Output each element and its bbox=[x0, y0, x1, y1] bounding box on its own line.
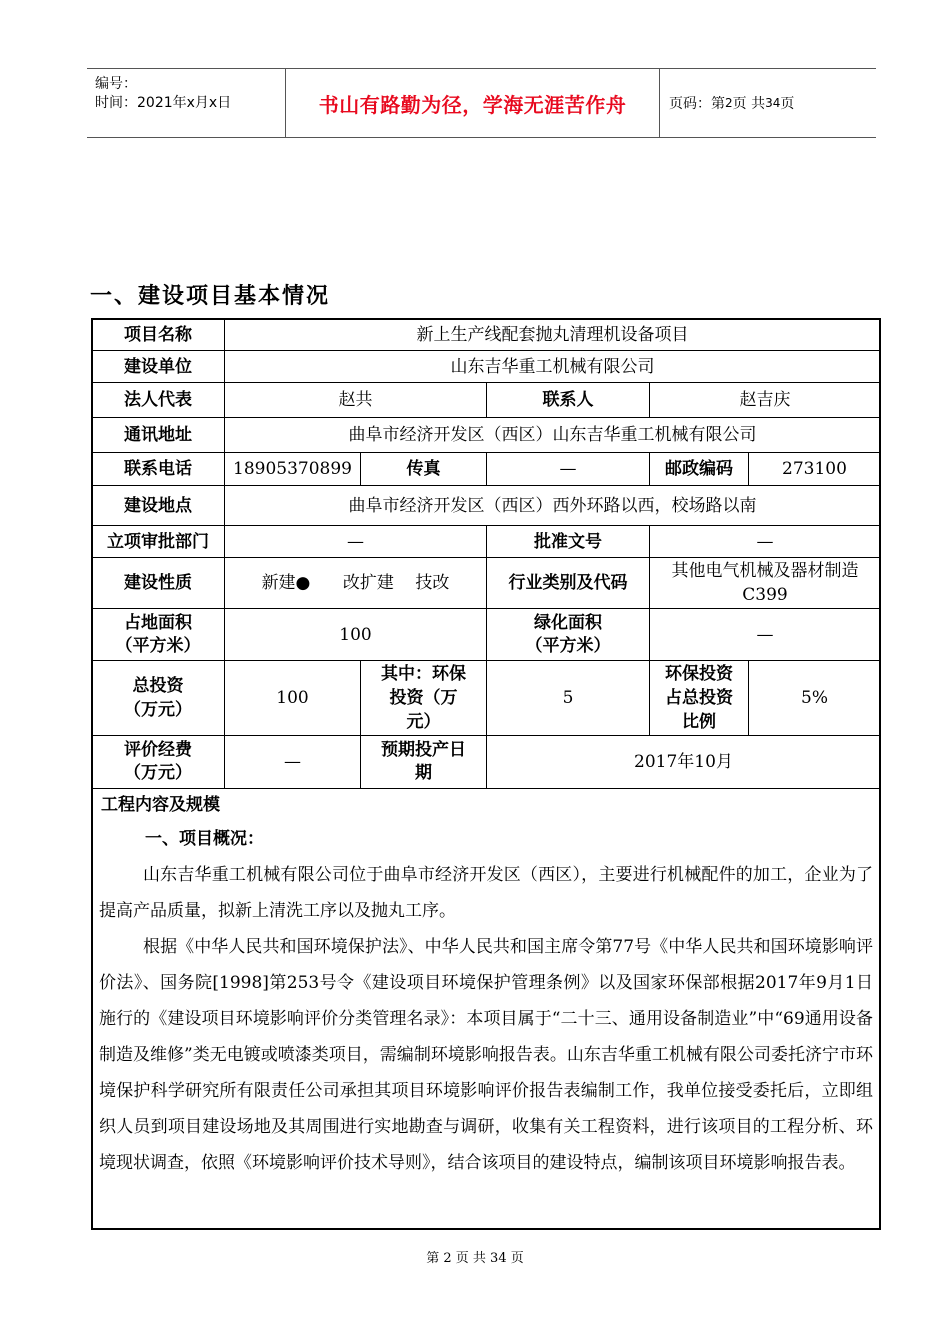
address-value: 曲阜市经济开发区（西区）山东吉华重工机械有限公司 bbox=[224, 417, 881, 453]
fee-value: — bbox=[224, 735, 361, 789]
ratio-label-line2: 占总投资 bbox=[665, 688, 733, 708]
invest-value: 100 bbox=[224, 660, 361, 736]
header-page-info bbox=[669, 69, 794, 137]
header-motto: 书山有路勤为径，学海无涯苦作舟 bbox=[285, 69, 660, 137]
document-time: 时间：2021年x月x日 bbox=[95, 95, 232, 111]
fee-label-line2: （万元） bbox=[124, 763, 192, 783]
contact-value: 赵吉庆 bbox=[649, 382, 881, 418]
project-name-value: 新上生产线配套抛丸清理机设备项目 bbox=[224, 318, 881, 351]
page-mid: 页 共 bbox=[732, 96, 766, 112]
project-content bbox=[91, 788, 881, 1230]
legal-rep-value: 赵共 bbox=[224, 382, 487, 418]
project-name-label: 项目名称 bbox=[91, 318, 225, 351]
ratio-value: 5% bbox=[748, 660, 881, 736]
project-info-table bbox=[91, 318, 881, 1230]
ratio-label-line1: 环保投资 bbox=[665, 664, 733, 684]
page-footer: 第 2 页 共 34 页 bbox=[426, 1251, 524, 1266]
env-invest-value: 5 bbox=[486, 660, 650, 736]
site-value: 曲阜市经济开发区（西区）西外环路以西，校场路以南 bbox=[224, 485, 881, 526]
env-invest-label-line1: 其中：环保 bbox=[381, 664, 466, 684]
header-meta bbox=[87, 69, 285, 137]
approval-no-label: 批准文号 bbox=[486, 525, 650, 558]
section-title: 一、建设项目基本情况 bbox=[90, 284, 331, 309]
green-label bbox=[486, 608, 650, 661]
legal-rep-label: 法人代表 bbox=[91, 382, 225, 418]
unit-label: 建设单位 bbox=[91, 350, 225, 383]
fax-label: 传真 bbox=[360, 452, 487, 486]
green-value: — bbox=[649, 608, 881, 661]
page-end: 页 bbox=[780, 96, 795, 112]
date-value: 2017年10月 bbox=[486, 735, 881, 789]
ratio-label bbox=[649, 660, 749, 736]
date-label-line1: 预期投产日 bbox=[381, 740, 466, 760]
invest-label bbox=[91, 660, 225, 736]
fee-label bbox=[91, 735, 225, 789]
phone-value: 18905370899 bbox=[224, 452, 361, 486]
page-header bbox=[87, 68, 876, 138]
approval-dept-value: — bbox=[224, 525, 487, 558]
date-label-line2: 期 bbox=[415, 763, 432, 783]
site-label: 建设地点 bbox=[91, 485, 225, 526]
address-label: 通讯地址 bbox=[91, 417, 225, 453]
area-label-line2: （平方米） bbox=[115, 635, 201, 656]
approval-dept-label: 立项审批部门 bbox=[91, 525, 225, 558]
page-label: 页码：第 bbox=[669, 96, 725, 112]
fee-label-line1: 评价经费 bbox=[124, 740, 192, 760]
postcode-value: 273100 bbox=[748, 452, 881, 486]
area-value: 100 bbox=[224, 608, 487, 661]
content-heading: 工程内容及规模 bbox=[101, 795, 220, 815]
document-number-label: 编号： bbox=[95, 76, 137, 92]
invest-label-line2: （万元） bbox=[124, 700, 192, 720]
content-subheading: 一、项目概况： bbox=[145, 829, 264, 849]
page-total: 34 bbox=[765, 96, 781, 110]
nature-label: 建设性质 bbox=[91, 557, 225, 609]
page-number: 2 bbox=[725, 96, 733, 110]
fax-value: — bbox=[486, 452, 650, 486]
env-invest-label-line2: 投资（万 bbox=[389, 688, 458, 708]
unit-value: 山东吉华重工机械有限公司 bbox=[224, 350, 881, 383]
green-label-line1: 绿化面积 bbox=[534, 612, 602, 633]
paragraph-basis: 根据《中华人民共和国环境保护法》、中华人民共和国主席令第77号《中华人民共和国环境影响评价法》、国务院[1998]第253号令《建设项目环境保护管理条例》以及国家环保部根据2017年9月1日施行的《建设项目环境影响评价分类管理名录》：本项目属于“二十三、通用设备制造业”中“69通用设备制造及维修”类无电镀或喷漆类项目，需编制环境影响报告表。山东吉华重工机械有限公司委托济宁市环境保护科学研究所有限责任公司承担其项目环境影响评价报告表编制工作，我单位接受委托后，立即组织人员到项目建设场地及其周围进行实地勘查与调研，收集有关工程资料，进行该项目的工程分析、环境现状调查，依照《环境影响评价技术导则》，结合该项目的建设特点，编制该项目环境影响报告表。 bbox=[99, 937, 873, 1173]
invest-label-line1: 总投资 bbox=[132, 676, 184, 696]
approval-no-value: — bbox=[649, 525, 881, 558]
env-invest-label-line3: 元） bbox=[406, 712, 441, 732]
env-invest-label bbox=[360, 660, 487, 736]
date-label bbox=[360, 735, 487, 789]
postcode-label: 邮政编码 bbox=[649, 452, 749, 486]
area-label-line1: 占地面积 bbox=[124, 612, 192, 633]
nature-value: 新建● 改扩建 技改 bbox=[224, 557, 487, 609]
phone-label: 联系电话 bbox=[91, 452, 225, 486]
area-label bbox=[91, 608, 225, 661]
industry-value: 其他电气机械及器材制造 C399 bbox=[649, 557, 881, 609]
green-label-line2: （平方米） bbox=[525, 635, 611, 656]
industry-label: 行业类别及代码 bbox=[486, 557, 650, 609]
contact-label: 联系人 bbox=[486, 382, 650, 418]
ratio-label-line3: 比例 bbox=[682, 712, 716, 732]
paragraph-overview: 山东吉华重工机械有限公司位于曲阜市经济开发区（西区），主要进行机械配件的加工，企业为了提高产品质量，拟新上清洗工序以及抛丸工序。 bbox=[99, 865, 873, 921]
